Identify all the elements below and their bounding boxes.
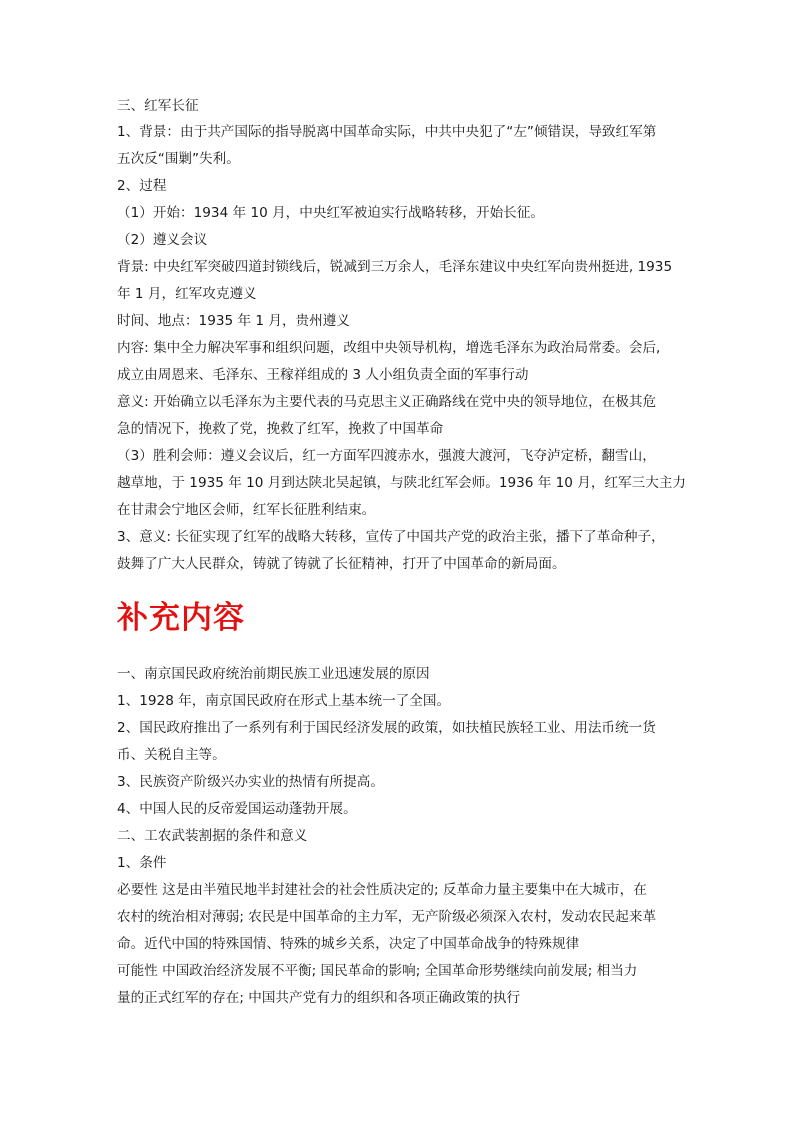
paragraph-line: 五次反“围剿”失利。 [117, 151, 240, 167]
paragraph-line: 越草地，于 1935 年 10 月到达陕北吴起镇，与陕北红军会师。1936 年 10 月，红军三大主力 [117, 475, 687, 491]
supplementary-heading: 补充内容 [117, 600, 245, 636]
section-title: 三、红军长征 [117, 98, 199, 114]
paragraph-line: 2、国民政府推出了一系列有利于国民经济发展的政策，如扶植民族轻工业、用法币统一货 [117, 720, 656, 736]
paragraph-line: 在甘肃会宁地区会师，红军长征胜利结束。 [117, 502, 376, 518]
paragraph-line: 时间、地点：1935 年 1 月，贵州遵义 [117, 313, 350, 329]
paragraph-line: 3、民族资产阶级兴办实业的热情有所提高。 [117, 774, 384, 790]
paragraph-line: 鼓舞了广大人民群众，铸就了铸就了长征精神，打开了中国革命的新局面。 [117, 556, 566, 572]
paragraph-line: 3、意义: 长征实现了红军的战略大转移，宣传了中国共产党的政治主张，播下了革命种子， [117, 529, 665, 545]
paragraph-line: 量的正式红军的存在; 中国共产党有力的组织和各项正确政策的执行 [117, 990, 521, 1006]
paragraph-line: 意义: 开始确立以毛泽东为主要代表的马克思主义正确路线在党中央的领导地位，在极其危 [117, 394, 657, 410]
paragraph-line: 币、关税自主等。 [117, 747, 226, 763]
paragraph-line: 一、南京国民政府统治前期民族工业迅速发展的原因 [117, 666, 430, 682]
paragraph-line: 背景: 中央红军突破四道封锁线后，锐减到三万余人，毛泽东建议中央红军向贵州挺进, 1935 [117, 259, 673, 275]
paragraph-line: （3）胜利会师：遵义会议后，红一方面军四渡赤水，强渡大渡河，飞夺泸定桥，翻雪山， [117, 448, 656, 464]
paragraph-line: 可能性 中国政治经济发展不平衡; 国民革命的影响; 全国革命形势继续向前发展; 相当力 [117, 963, 638, 979]
paragraph-line: 2、过程 [117, 178, 167, 194]
paragraph-line: 农村的统治相对薄弱; 农民是中国革命的主力军，无产阶级必须深入农村，发动农民起来革 [117, 909, 657, 925]
paragraph-line: 必要性 这是由半殖民地半封建社会的社会性质决定的; 反革命力量主要集中在大城市，在 [117, 882, 647, 898]
paragraph-line: 4、中国人民的反帝爱国运动蓬勃开展。 [117, 801, 357, 817]
paragraph-line: 急的情况下，挽救了党，挽救了红军，挽救了中国革命 [117, 421, 444, 437]
paragraph-line: 内容: 集中全力解决军事和组织问题，改组中央领导机构，增选毛泽东为政治局常委。会后, [117, 340, 661, 356]
paragraph-line: （2）遵义会议 [117, 232, 208, 248]
paragraph-line: 二、工农武装割据的条件和意义 [117, 828, 308, 844]
paragraph-line: （1）开始：1934 年 10 月，中央红军被迫实行战略转移，开始长征。 [117, 205, 544, 221]
paragraph-line: 成立由周恩来、毛泽东、王稼祥组成的 3 人小组负责全面的军事行动 [117, 367, 529, 383]
paragraph-line: 1、条件 [117, 855, 167, 871]
paragraph-line: 年 1 月，红军攻克遵义 [117, 286, 257, 302]
paragraph-line: 1、背景：由于共产国际的指导脱离中国革命实际，中共中央犯了“左”倾错误，导致红军第 [117, 124, 657, 140]
paragraph-line: 命。近代中国的特殊国情、特殊的城乡关系，决定了中国革命战争的特殊规律 [117, 936, 580, 952]
paragraph-line: 1、1928 年，南京国民政府在形式上基本统一了全国。 [117, 693, 451, 709]
